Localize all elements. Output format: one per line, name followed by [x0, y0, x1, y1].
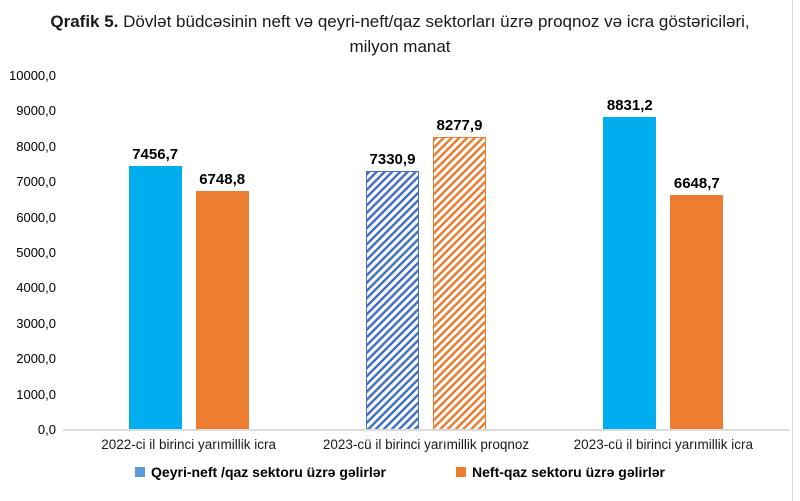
category-label: 2023-cü il birinci yarımillik proqnoz — [322, 437, 530, 452]
bar-value-label: 7456,7 — [132, 146, 179, 164]
bar-with-label — [433, 117, 486, 430]
legend-label: Qeyri-neft /qaz sektoru üzrə gəlirlər — [151, 464, 387, 480]
bar-value-label: 6648,7 — [673, 174, 720, 192]
y-axis-tick-label: 6000,0 — [16, 209, 56, 225]
y-axis-tick-label: 9000,0 — [16, 103, 56, 119]
bar-group — [545, 76, 782, 430]
y-axis-tick-label: 5000,0 — [16, 245, 56, 260]
x-axis-line — [63, 429, 790, 431]
y-axis-tick-label: 7000,0 — [16, 174, 56, 190]
y-axis-tick-label: 10000,0 — [9, 68, 56, 83]
bar-with-label — [129, 146, 182, 430]
x-axis-labels — [70, 437, 782, 452]
bar-with-label — [196, 171, 249, 430]
bar-group — [307, 76, 544, 430]
bar-value-label: 7330,9 — [369, 150, 416, 168]
y-axis — [0, 0, 58, 460]
bar — [603, 117, 656, 430]
bar — [366, 171, 419, 431]
bar — [670, 195, 723, 430]
chart-title — [50, 10, 750, 59]
y-axis-tick-label: 3000,0 — [16, 315, 56, 331]
bar-with-label — [366, 151, 419, 431]
bar-with-label — [603, 97, 656, 430]
category-label: 2023-cü il birinci yarımillik icra — [573, 437, 753, 452]
category-label: 2022-ci il birinci yarımillik icra — [101, 437, 277, 452]
bar-value-label: 8277,9 — [436, 116, 483, 134]
y-axis-tick-label: 2000,0 — [16, 351, 56, 367]
bar-with-label — [670, 175, 723, 430]
y-axis-tick-label: 0,0 — [37, 422, 56, 437]
bar-value-label: 8831,2 — [606, 97, 653, 115]
legend — [0, 464, 800, 480]
y-axis-tick-label: 8000,0 — [16, 138, 56, 154]
bar — [433, 137, 486, 430]
legend-swatch-icon — [135, 467, 145, 477]
legend-item — [456, 464, 665, 480]
chart-title-prefix: Qrafik 5. — [50, 12, 119, 31]
legend-swatch-icon — [456, 467, 466, 477]
bar-group — [70, 76, 307, 430]
bar-value-label: 6748,8 — [199, 171, 246, 189]
legend-item — [135, 464, 386, 480]
y-axis-tick-label: 1000,0 — [16, 386, 56, 402]
legend-label: Neft-qaz sektoru üzrə gəlirlər — [472, 464, 665, 480]
plot-area — [70, 76, 782, 430]
y-axis-tick-label: 4000,0 — [16, 280, 56, 296]
bar — [129, 166, 182, 430]
chart-title-text: Dövlət büdcəsinin neft və qeyri-neft/qaz sektorları üzrə proqnoz və icra göstəriciləri, milyon manat — [118, 12, 750, 56]
bar — [196, 191, 249, 430]
page-right-border — [792, 0, 793, 501]
